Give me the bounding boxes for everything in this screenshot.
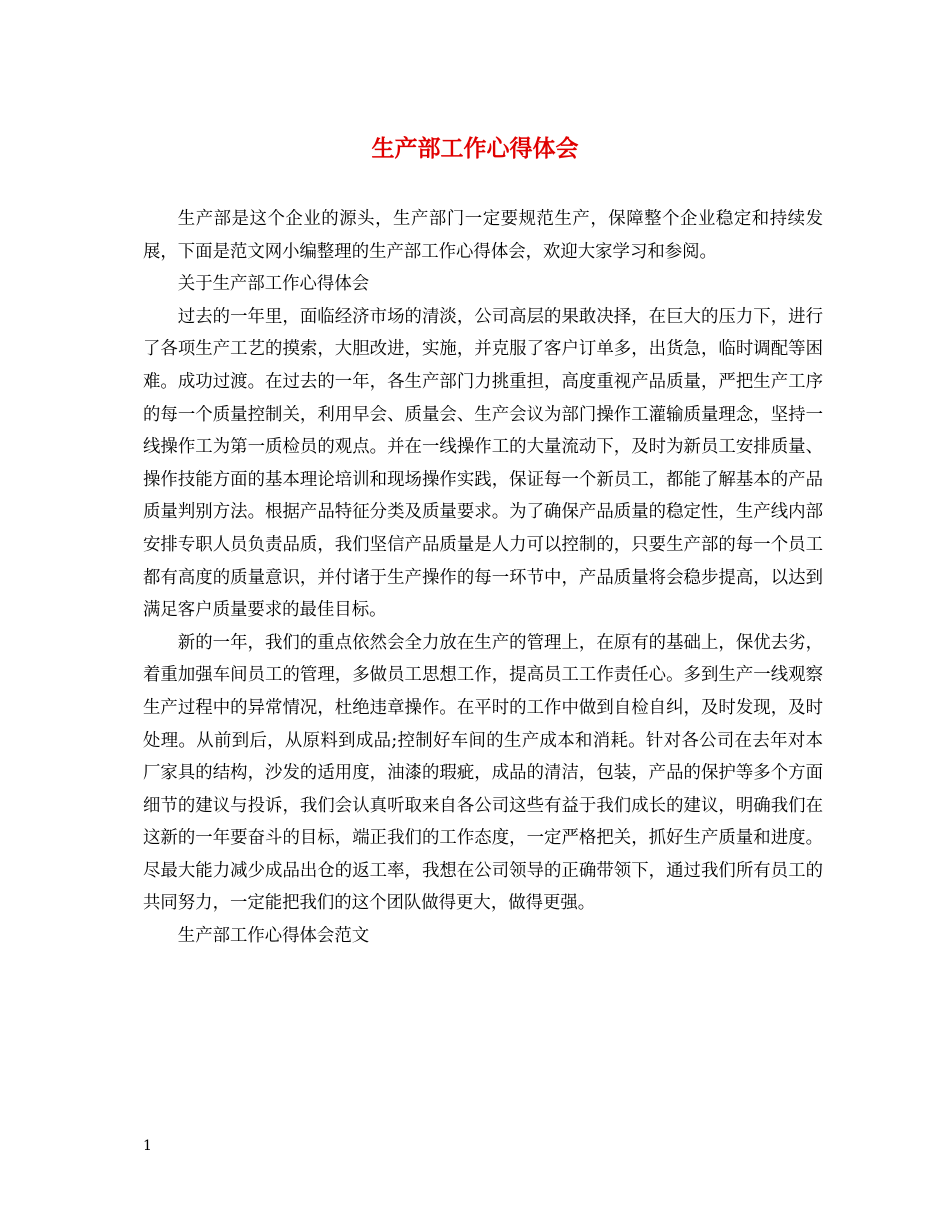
intro-paragraph: 生产部是这个企业的源头，生产部门一定要规范生产，保障整个企业稳定和持续发展，下面是范文网小编整理的生产部工作心得体会，欢迎大家学习和参阅。 [143, 209, 823, 262]
document-title: 生产部工作心得体会 [371, 135, 579, 162]
section-heading: 生产部工作心得体会范文 [177, 926, 370, 947]
section-heading: 关于生产部工作心得体会 [177, 274, 370, 295]
body-paragraph: 过去的一年里，面临经济市场的清淡，公司高层的果敢决择，在巨大的压力下，进行了各项生产工艺的摸索，大胆改进，实施，并克服了客户订单多，出货急，临时调配等困难。成功过渡。在过去的一年，各生产部门力挑重担，高度重视产品质量，严把生产工序的每一个质量控制关，利用早会、质量会、生产会议为部门操作工灌输质量理念，坚持一线操作工为第一质检员的观点。并在一线操作工的大量流动下，及时为新员工安排质量、操作技能方面的基本理论培训和现场操作实践，保证每一个新员工，都能了解基本的产品质量判别方法。根据产品特征分类及质量要求。为了确保产品质量的稳定性，生产线内部安排专职人员负责品质，我们坚信产品质量是人力可以控制的，只要生产部的每一个员工都有高度的质量意识，并付诸于生产操作的每一环节中，产品质量将会稳步提高，以达到满足客户质量要求的最佳目标。 [143, 306, 823, 621]
page-number: 1 [143, 1138, 152, 1154]
body-paragraph: 新的一年，我们的重点依然会全力放在生产的管理上，在原有的基础上，保优去劣，着重加强车间员工的管理，多做员工思想工作，提高员工工作责任心。多到生产一线观察生产过程中的异常情况，杜绝违章操作。在平时的工作中做到自检自纠，及时发现，及时处理。从前到后，从原料到成品;控制好车间的生产成本和消耗。针对各公司在去年对本厂家具的结构，沙发的适用度，油漆的瑕疵，成品的清洁，包装，产品的保护等多个方面细节的建议与投诉，我们会认真听取来自各公司这些有益于我们成长的建议，明确我们在这新的一年要奋斗的目标，端正我们的工作态度，一定严格把关，抓好生产质量和进度。尽最大能力减少成品出仓的返工率，我想在公司领导的正确带领下，通过我们所有员工的共同努力，一定能把我们的这个团队做得更大，做得更强。 [143, 632, 823, 914]
document-body [143, 203, 823, 953]
